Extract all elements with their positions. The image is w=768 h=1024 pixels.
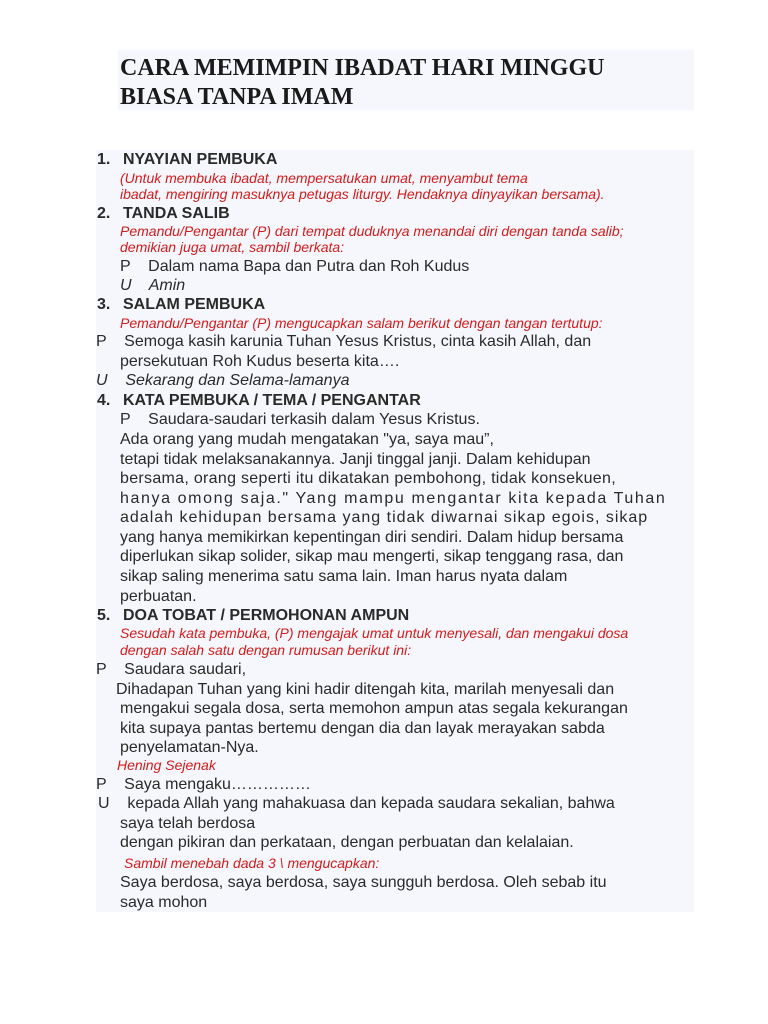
section-5-p-line: P Saudara saudari, — [96, 661, 247, 678]
section-5-note: Sesudah kata pembuka, (P) mengajak umat untuk menyesali, dan mengakui dosa — [120, 625, 629, 641]
section-4-line: Ada orang yang mudah mengatakan "ya, saya mau”, — [120, 431, 494, 448]
section-4-heading: 4. KATA PEMBUKA / TEMA / PENGANTAR — [97, 392, 421, 409]
section-5-p-line-2: P Saya mengaku…………… — [96, 776, 311, 793]
section-5-hening: Hening Sejenak — [117, 757, 216, 773]
section-1-note: (Untuk membuka ibadat, mempersatukan umat, menyambut tema — [120, 170, 528, 186]
section-5-body: mengakui segala dosa, serta memohon ampun atas segala kekurangan — [120, 700, 628, 717]
section-2-heading: 2. TANDA SALIB — [97, 205, 230, 222]
section-4-line: P Saudara-saudari terkasih dalam Yesus Kristus. — [120, 411, 480, 428]
section-5-note: dengan salah satu dengan rumusan berikut ini: — [120, 642, 412, 658]
section-1-note: ibadat, mengiring masuknya petugas liturgy. Hendaknya dinyayikan bersama). — [120, 186, 605, 202]
section-5-body: Dihadapan Tuhan yang kini hadir ditengah kita, marilah menyesali dan — [116, 681, 615, 698]
section-4-line: diperlukan sikap solider, sikap mau mengerti, sikap tenggang rasa, dan — [120, 548, 624, 565]
section-5-u-line: U kepada Allah yang mahakuasa dan kepada saudara sekalian, bahwa — [98, 795, 615, 812]
title-line-1: CARA MEMIMPIN IBADAT HARI MINGGU — [120, 55, 605, 81]
section-2-u-line: U Amin — [120, 277, 186, 294]
section-2-note: Pemandu/Pengantar (P) dari tempat duduknya menandai diri dengan tanda salib; — [120, 223, 624, 239]
page-title — [120, 54, 690, 112]
section-5-u-line-cont: dengan pikiran dan perkataan, dengan perbuatan dan kelalaian. — [120, 834, 574, 851]
section-5-heading: 5. DOA TOBAT / PERMOHONAN AMPUN — [97, 607, 410, 624]
section-4-line: sikap saling menerima satu sama lain. Iman harus nyata dalam — [120, 568, 568, 585]
section-2-p-line: P Dalam nama Bapa dan Putra dan Roh Kudus — [120, 258, 470, 275]
section-4-line: yang hanya memikirkan kepentingan diri sendiri. Dalam hidup bersama — [120, 529, 624, 546]
section-5-end: saya mohon — [120, 894, 208, 911]
section-3-heading: 3. SALAM PEMBUKA — [97, 296, 266, 313]
section-1-heading: 1. NYAYIAN PEMBUKA — [97, 151, 278, 168]
section-5-end: Saya berdosa, saya berdosa, saya sungguh berdosa. Oleh sebab itu — [120, 874, 607, 891]
section-3-u-line: U Sekarang dan Selama-lamanya — [96, 372, 350, 389]
section-3-p-line: P Semoga kasih karunia Tuhan Yesus Kristus, cinta kasih Allah, dan — [96, 333, 592, 350]
section-4-line: hanya omong saja." Yang mampu mengantar kita kepada Tuhan — [120, 490, 667, 507]
section-4-line: tetapi tidak melaksanakannya. Janji tinggal janji. Dalam kehidupan — [120, 451, 591, 468]
section-4-line: perbuatan. — [120, 588, 197, 605]
section-4-line: bersama, orang seperti itu dikatakan pembohong, tidak konsekuen, — [120, 470, 616, 487]
section-2-note: demikian juga umat, sambil berkata: — [120, 239, 345, 255]
section-3-note: Pemandu/Pengantar (P) mengucapkan salam berikut dengan tangan tertutup: — [120, 315, 603, 331]
section-4-line: adalah kehidupan bersama yang tidak diwarnai sikap egois, sikap — [120, 509, 649, 526]
section-5-body: penyelamatan-Nya. — [120, 739, 259, 756]
section-5-u-line-cont: saya telah berdosa — [120, 815, 256, 832]
section-3-p-line-cont: persekutuan Roh Kudus beserta kita…. — [120, 353, 400, 370]
section-5-note: Sambil menebah dada 3 \ mengucapkan: — [124, 855, 380, 871]
section-5-body: kita supaya pantas bertemu dengan dia dan layak merayakan sabda — [120, 720, 605, 737]
title-line-2: BIASA TANPA IMAM — [120, 84, 354, 110]
